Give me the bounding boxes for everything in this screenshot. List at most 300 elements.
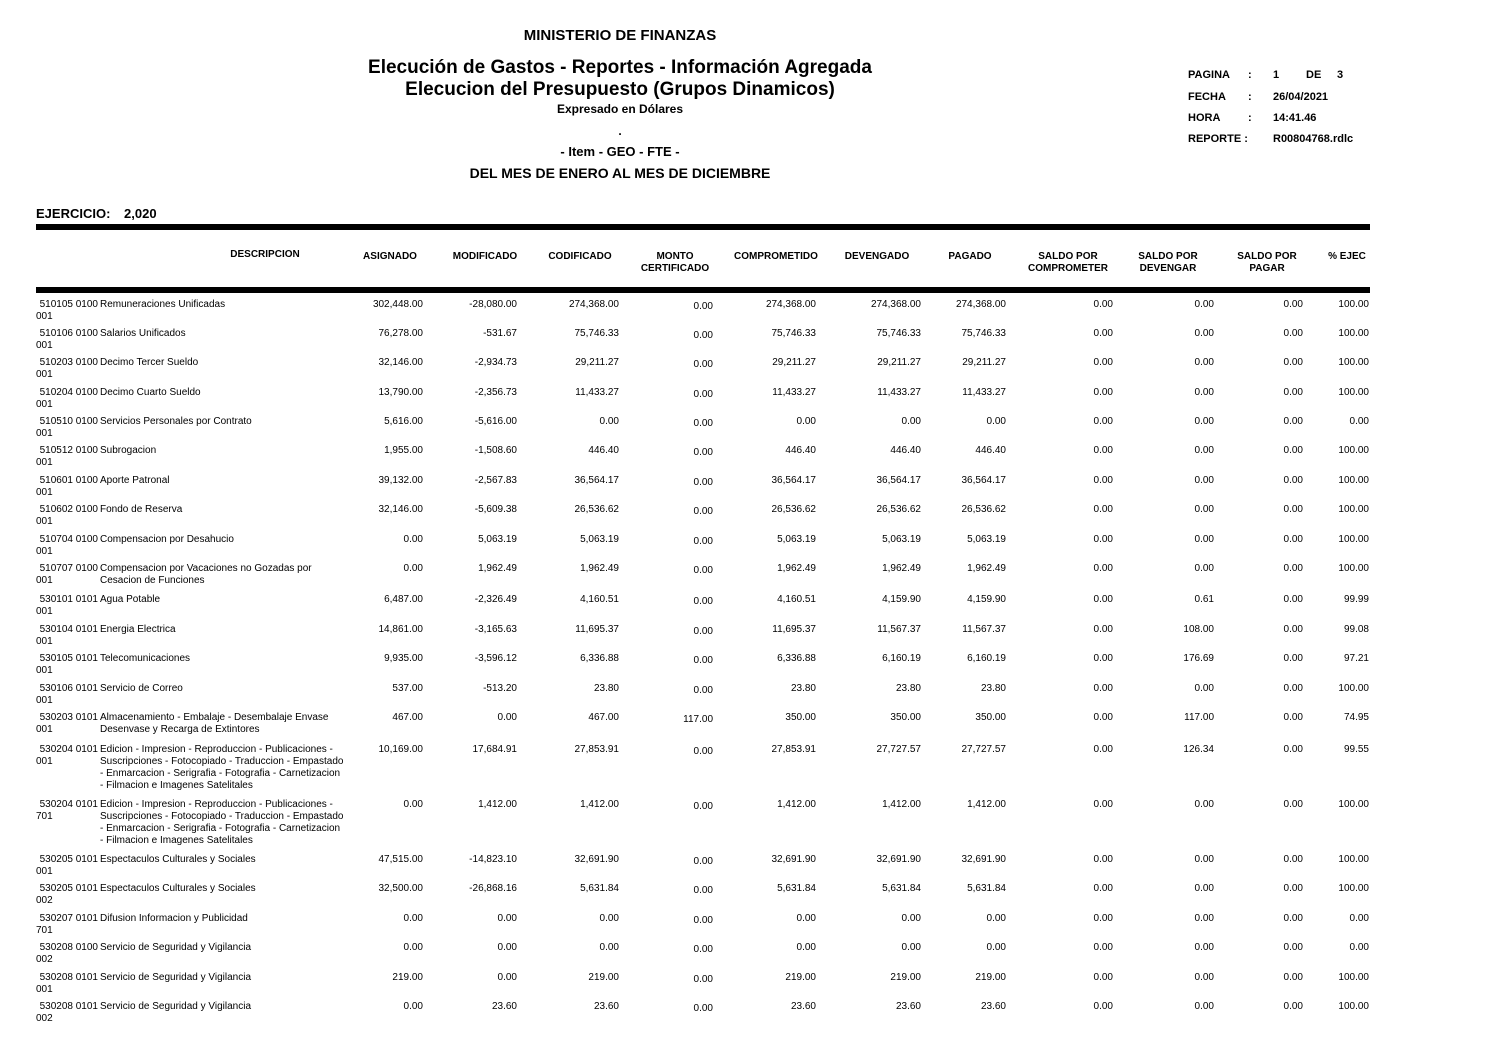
cell-comprometido: 4,160.51 <box>777 594 816 605</box>
cell-codificado: 446.40 <box>588 445 619 456</box>
item-description: Servicio de Seguridad y Vigilancia <box>100 942 252 953</box>
cell-comprometido: 1,412.00 <box>777 799 816 810</box>
cell-pagado: 27,727.57 <box>961 744 1006 755</box>
colon: : <box>1248 69 1252 81</box>
cell-pct-ejec: 100.00 <box>1338 328 1369 339</box>
cell-devengado: 5,063.19 <box>882 534 921 545</box>
cell-monto-certificado: 0.00 <box>693 447 713 458</box>
cell-modificado: -2,356.73 <box>474 387 517 398</box>
item-code <box>36 445 98 469</box>
cell-pagado: 219.00 <box>975 972 1006 983</box>
col-descripcion: DESCRIPCION <box>230 249 300 260</box>
cell-asignado: 39,132.00 <box>378 475 423 486</box>
cell-pct-ejec: 100.00 <box>1338 854 1369 865</box>
cell-codificado: 23.60 <box>593 1001 619 1012</box>
cell-saldo-devengar: 126.34 <box>1183 744 1214 755</box>
item-code <box>36 594 98 618</box>
cell-devengado: 4,159.90 <box>882 594 921 605</box>
geo-code: 001 <box>36 487 53 498</box>
cell-comprometido: 29,211.27 <box>772 357 816 368</box>
geo-code: 001 <box>36 340 53 351</box>
col-monto-certificado: MONTO CERTIFICADO <box>640 251 710 274</box>
header-rule <box>36 224 1370 230</box>
cell-pct-ejec: 100.00 <box>1338 534 1369 545</box>
cell-devengado: 75,746.33 <box>876 328 921 339</box>
cell-saldo-pagar: 0.00 <box>1283 504 1303 515</box>
cell-devengado: 27,727.57 <box>876 744 921 755</box>
item-code <box>36 972 98 996</box>
cell-comprometido: 6,336.88 <box>777 653 816 664</box>
cell-saldo-devengar: 108.00 <box>1183 624 1214 635</box>
cell-pct-ejec: 74.95 <box>1343 712 1369 723</box>
cell-monto-certificado: 0.00 <box>693 885 713 896</box>
geo-code: 001 <box>36 636 53 647</box>
cell-asignado: 76,278.00 <box>378 328 423 339</box>
cell-pagado: 36,564.17 <box>961 475 1006 486</box>
geo-code: 701 <box>36 925 53 936</box>
cell-devengado: 219.00 <box>890 972 921 983</box>
item-code-value: 510204 0100 <box>39 387 98 398</box>
item-description: Espectaculos Culturales y Sociales <box>100 883 256 894</box>
item-code <box>36 299 98 323</box>
cell-saldo-pagar: 0.00 <box>1283 594 1303 605</box>
grouping-label: - Item - GEO - FTE - <box>560 144 680 159</box>
item-code <box>36 942 98 966</box>
item-description: Agua Potable <box>100 594 161 605</box>
geo-code: 002 <box>36 954 53 965</box>
cell-asignado: 10,169.00 <box>378 744 423 755</box>
cell-saldo-comprometer: 0.00 <box>1093 683 1113 694</box>
cell-codificado: 11,433.27 <box>575 387 619 398</box>
cell-modificado: 17,684.91 <box>472 744 517 755</box>
cell-saldo-comprometer: 0.00 <box>1093 1001 1113 1012</box>
geo-code: 001 <box>36 756 53 767</box>
cell-devengado: 26,536.62 <box>876 504 921 515</box>
cell-pct-ejec: 99.99 <box>1343 594 1369 605</box>
colon: : <box>1248 91 1252 103</box>
item-code <box>36 1001 98 1025</box>
geo-code: 001 <box>36 546 53 557</box>
item-code-value: 510707 0100 <box>39 563 98 574</box>
cell-saldo-devengar: 117.00 <box>1184 712 1214 723</box>
cell-saldo-pagar: 0.00 <box>1283 624 1303 635</box>
cell-codificado: 5,631.84 <box>580 883 619 894</box>
cell-saldo-pagar: 0.00 <box>1283 854 1303 865</box>
cell-saldo-pagar: 0.00 <box>1283 942 1303 953</box>
cell-asignado: 9,935.00 <box>384 653 423 664</box>
item-code-value: 530205 0101 <box>39 854 98 865</box>
cell-saldo-pagar: 0.00 <box>1283 563 1303 574</box>
cell-saldo-devengar: 0.00 <box>1194 299 1214 310</box>
cell-devengado: 0.00 <box>901 416 921 427</box>
cell-monto-certificado: 0.00 <box>693 418 713 429</box>
cell-saldo-devengar: 0.00 <box>1194 387 1214 398</box>
cell-saldo-pagar: 0.00 <box>1283 328 1303 339</box>
cell-pct-ejec: 0.00 <box>1349 416 1369 427</box>
geo-code: 001 <box>36 516 53 527</box>
cell-saldo-devengar: 0.00 <box>1194 683 1214 694</box>
cell-saldo-comprometer: 0.00 <box>1093 913 1113 924</box>
cell-modificado: -2,934.73 <box>474 357 517 368</box>
cell-codificado: 5,063.19 <box>580 534 619 545</box>
cell-pagado: 1,412.00 <box>967 799 1006 810</box>
cell-pagado: 6,160.19 <box>967 653 1006 664</box>
cell-comprometido: 274,368.00 <box>765 299 816 310</box>
cell-comprometido: 5,631.84 <box>777 883 816 894</box>
reporte-value: R00804768.rdlc <box>1273 133 1354 145</box>
ejercicio-label: EJERCICIO: <box>36 206 111 221</box>
item-code-value: 510704 0100 <box>39 534 98 545</box>
ejercicio <box>36 206 157 221</box>
cell-saldo-pagar: 0.00 <box>1283 445 1303 456</box>
cell-saldo-devengar: 0.00 <box>1194 942 1214 953</box>
item-code <box>36 712 98 736</box>
cell-saldo-devengar: 0.00 <box>1194 445 1214 456</box>
cell-saldo-pagar: 0.00 <box>1283 883 1303 894</box>
cell-saldo-devengar: 0.00 <box>1194 1001 1214 1012</box>
cell-modificado: 1,412.00 <box>478 799 517 810</box>
geo-code: 701 <box>36 811 53 822</box>
item-code <box>36 799 98 823</box>
cell-saldo-comprometer: 0.00 <box>1093 475 1113 486</box>
item-code <box>36 328 98 352</box>
cell-modificado: -28,080.00 <box>469 299 517 310</box>
geo-code: 001 <box>36 984 53 995</box>
item-description: Almacenamiento - Embalaje - Desembalaje Envase Desenvase y Recarga de Extintores <box>100 712 329 735</box>
cell-modificado: -3,165.63 <box>474 624 517 635</box>
cell-monto-certificado: 0.00 <box>693 565 713 576</box>
cell-monto-certificado: 0.00 <box>693 359 713 370</box>
item-description: Remuneraciones Unificadas <box>100 299 226 310</box>
cell-codificado: 0.00 <box>599 913 619 924</box>
item-code <box>36 624 98 648</box>
cell-comprometido: 27,853.91 <box>771 744 816 755</box>
item-description: Difusion Informacion y Publicidad <box>100 913 248 924</box>
cell-pagado: 75,746.33 <box>961 328 1006 339</box>
cell-modificado: -513.20 <box>483 683 517 694</box>
cell-asignado: 5,616.00 <box>384 416 423 427</box>
cell-modificado: -2,326.49 <box>474 594 517 605</box>
item-description: Energia Electrica <box>100 624 176 635</box>
cell-comprometido: 32,691.90 <box>771 854 816 865</box>
item-code-value: 530208 0101 <box>39 1001 98 1012</box>
cell-pct-ejec: 99.55 <box>1343 744 1369 755</box>
item-code <box>36 416 98 440</box>
cell-monto-certificado: 0.00 <box>693 626 713 637</box>
cell-devengado: 36,564.17 <box>876 475 921 486</box>
item-description: Servicio de Correo <box>100 683 183 694</box>
cell-saldo-comprometer: 0.00 <box>1093 328 1113 339</box>
cell-saldo-pagar: 0.00 <box>1283 683 1303 694</box>
geo-code: 001 <box>36 665 53 676</box>
cell-asignado: 302,448.00 <box>372 299 423 310</box>
cell-modificado: -1,508.60 <box>474 445 517 456</box>
cell-pct-ejec: 100.00 <box>1338 387 1369 398</box>
cell-pct-ejec: 100.00 <box>1338 357 1369 368</box>
cell-monto-certificado: 0.00 <box>693 801 713 812</box>
geo-code: 001 <box>36 369 53 380</box>
cell-saldo-comprometer: 0.00 <box>1093 563 1113 574</box>
cell-devengado: 32,691.90 <box>876 854 921 865</box>
cell-pct-ejec: 100.00 <box>1338 475 1369 486</box>
cell-codificado: 75,746.33 <box>574 328 619 339</box>
item-code-value: 530204 0101 <box>39 744 98 755</box>
cell-pct-ejec: 100.00 <box>1338 445 1369 456</box>
item-code <box>36 387 98 411</box>
item-code-value: 530204 0101 <box>39 799 98 810</box>
cell-comprometido: 219.00 <box>785 972 816 983</box>
cell-comprometido: 11,695.37 <box>772 624 816 635</box>
item-code <box>36 504 98 528</box>
cell-asignado: 0.00 <box>403 799 423 810</box>
cell-saldo-pagar: 0.00 <box>1283 712 1303 723</box>
cell-pagado: 350.00 <box>975 712 1006 723</box>
item-code-value: 510510 0100 <box>39 416 98 427</box>
col-pagado: PAGADO <box>948 251 992 262</box>
cell-codificado: 36,564.17 <box>574 475 619 486</box>
geo-code: 001 <box>36 428 53 439</box>
cell-monto-certificado: 0.00 <box>693 330 713 341</box>
cell-asignado: 0.00 <box>403 534 423 545</box>
cell-comprometido: 36,564.17 <box>771 475 816 486</box>
item-code-value: 510601 0100 <box>39 475 98 486</box>
item-description: Aporte Patronal <box>100 475 170 486</box>
item-description: Edicion - Impresion - Reproduccion - Publicaciones - Suscripciones - Fotocopiado - Traduccion - Empastado - Enmarcacion - Serigrafia - Fotografia - Carnetizacion - Filmacion e Imagenes Satelitales <box>100 744 344 791</box>
cell-pct-ejec: 0.00 <box>1349 942 1369 953</box>
item-code-value: 530105 0101 <box>39 653 98 664</box>
col-devengado: DEVENGADO <box>844 251 910 262</box>
cell-pct-ejec: 100.00 <box>1338 1001 1369 1012</box>
cell-devengado: 446.40 <box>890 445 921 456</box>
item-description: Compensacion por Vacaciones no Gozadas por Cesacion de Funciones <box>100 563 312 586</box>
cell-modificado: 1,962.49 <box>478 563 517 574</box>
cell-comprometido: 11,433.27 <box>772 387 816 398</box>
cell-monto-certificado: 0.00 <box>693 389 713 400</box>
item-code-value: 530205 0101 <box>39 883 98 894</box>
item-description: Decimo Cuarto Sueldo <box>100 387 201 398</box>
cell-asignado: 0.00 <box>403 563 423 574</box>
cell-pagado: 11,433.27 <box>962 387 1006 398</box>
cell-saldo-pagar: 0.00 <box>1283 972 1303 983</box>
cell-pagado: 23.80 <box>980 683 1006 694</box>
col-asignado: ASIGNADO <box>363 251 417 262</box>
cell-comprometido: 446.40 <box>785 445 816 456</box>
geo-code: 001 <box>36 457 53 468</box>
cell-pct-ejec: 100.00 <box>1338 683 1369 694</box>
ejercicio-value: 2,020 <box>124 206 157 221</box>
item-description: Fondo de Reserva <box>100 504 183 515</box>
cell-saldo-devengar: 0.00 <box>1194 799 1214 810</box>
cell-pagado: 26,536.62 <box>961 504 1006 515</box>
col-saldo-devengar: SALDO POR DEVENGAR <box>1138 251 1198 274</box>
cell-saldo-devengar: 0.00 <box>1194 475 1214 486</box>
cell-modificado: 0.00 <box>497 942 517 953</box>
item-code-value: 530207 0101 <box>39 913 98 924</box>
cell-codificado: 0.00 <box>599 416 619 427</box>
fecha-label: FECHA <box>1188 91 1226 103</box>
cell-modificado: -3,596.12 <box>474 653 517 664</box>
item-code-value: 530101 0101 <box>39 594 98 605</box>
cell-pagado: 1,962.49 <box>967 563 1006 574</box>
cell-pagado: 11,567.37 <box>962 624 1006 635</box>
geo-code: 002 <box>36 895 53 906</box>
cell-pct-ejec: 100.00 <box>1338 299 1369 310</box>
cell-asignado: 1,955.00 <box>384 445 423 456</box>
pagina-value: 1 <box>1273 69 1280 81</box>
cell-monto-certificado: 0.00 <box>693 536 713 547</box>
cell-codificado: 1,962.49 <box>580 563 619 574</box>
cell-saldo-comprometer: 0.00 <box>1093 883 1113 894</box>
cell-codificado: 11,695.37 <box>575 624 619 635</box>
item-code <box>36 883 98 907</box>
colon: : <box>1248 112 1252 124</box>
item-description: Compensacion por Desahucio <box>100 534 234 545</box>
cell-pagado: 23.60 <box>980 1001 1006 1012</box>
cell-codificado: 274,368.00 <box>568 299 619 310</box>
col-saldo-comprometer: SALDO POR COMPROMETER <box>1028 251 1108 274</box>
item-code-value: 510203 0100 <box>39 357 98 368</box>
cell-saldo-devengar: 0.00 <box>1194 357 1214 368</box>
cell-pagado: 446.40 <box>975 445 1006 456</box>
cell-comprometido: 350.00 <box>785 712 816 723</box>
cell-pagado: 32,691.90 <box>961 854 1006 865</box>
cell-pct-ejec: 97.21 <box>1343 653 1369 664</box>
de-label: DE <box>1306 69 1322 81</box>
item-description: Servicio de Seguridad y Vigilancia <box>100 972 252 983</box>
cell-modificado: 0.00 <box>497 913 517 924</box>
cell-devengado: 1,412.00 <box>882 799 921 810</box>
cell-monto-certificado: 0.00 <box>693 1003 713 1014</box>
cell-codificado: 6,336.88 <box>580 653 619 664</box>
item-description: Espectaculos Culturales y Sociales <box>100 854 256 865</box>
item-code-value: 530104 0101 <box>39 624 98 635</box>
cell-saldo-devengar: 0.00 <box>1194 328 1214 339</box>
cell-devengado: 350.00 <box>890 712 921 723</box>
hora-label: HORA <box>1188 112 1221 124</box>
cell-saldo-comprometer: 0.00 <box>1093 534 1113 545</box>
cell-saldo-devengar: 0.00 <box>1194 883 1214 894</box>
cell-comprometido: 26,536.62 <box>771 504 816 515</box>
cell-pct-ejec: 0.00 <box>1349 913 1369 924</box>
cell-codificado: 1,412.00 <box>580 799 619 810</box>
cell-monto-certificado: 0.00 <box>693 746 713 757</box>
cell-saldo-pagar: 0.00 <box>1283 387 1303 398</box>
cell-modificado: -14,823.10 <box>469 854 517 865</box>
item-code-value: 530208 0101 <box>39 972 98 983</box>
cell-codificado: 32,691.90 <box>574 854 619 865</box>
cell-saldo-pagar: 0.00 <box>1283 913 1303 924</box>
item-description: Decimo Tercer Sueldo <box>100 357 199 368</box>
cell-devengado: 1,962.49 <box>882 563 921 574</box>
cell-saldo-devengar: 0.00 <box>1194 854 1214 865</box>
cell-pagado: 5,063.19 <box>967 534 1006 545</box>
cell-saldo-pagar: 0.00 <box>1283 534 1303 545</box>
geo-code: 001 <box>36 724 53 735</box>
cell-comprometido: 5,063.19 <box>777 534 816 545</box>
cell-pagado: 29,211.27 <box>962 357 1006 368</box>
cell-pct-ejec: 100.00 <box>1338 799 1369 810</box>
cell-codificado: 23.80 <box>593 683 619 694</box>
col-modificado: MODIFICADO <box>452 251 518 262</box>
item-code-value: 530106 0101 <box>39 683 98 694</box>
report-title: Elecución de Gastos - Reportes - Información Agregada <box>368 57 872 78</box>
cell-asignado: 219.00 <box>392 972 423 983</box>
cell-saldo-pagar: 0.00 <box>1283 357 1303 368</box>
pagina-label: PAGINA <box>1188 69 1230 81</box>
cell-comprometido: 0.00 <box>796 913 816 924</box>
cell-pct-ejec: 100.00 <box>1338 563 1369 574</box>
cell-devengado: 23.60 <box>895 1001 921 1012</box>
item-code <box>36 534 98 558</box>
cell-pagado: 4,159.90 <box>967 594 1006 605</box>
cell-modificado: 5,063.19 <box>478 534 517 545</box>
geo-code: 001 <box>36 311 53 322</box>
cell-asignado: 32,146.00 <box>378 504 423 515</box>
cell-pct-ejec: 99.08 <box>1343 624 1369 635</box>
col-saldo-pagar: SALDO POR PAGAR <box>1237 251 1297 274</box>
cell-codificado: 219.00 <box>588 972 619 983</box>
cell-saldo-comprometer: 0.00 <box>1093 624 1113 635</box>
cell-devengado: 6,160.19 <box>882 653 921 664</box>
cell-monto-certificado: 0.00 <box>693 685 713 696</box>
geo-code: 001 <box>36 399 53 410</box>
cell-codificado: 27,853.91 <box>574 744 619 755</box>
cell-monto-certificado: 0.00 <box>693 301 713 312</box>
ministry-name: MINISTERIO DE FINANZAS <box>523 27 717 44</box>
geo-code: 001 <box>36 606 53 617</box>
cell-devengado: 29,211.27 <box>877 357 921 368</box>
item-description: Servicio de Seguridad y Vigilancia <box>100 1001 252 1012</box>
cell-monto-certificado: 0.00 <box>693 915 713 926</box>
cell-codificado: 29,211.27 <box>575 357 619 368</box>
cell-monto-certificado: 0.00 <box>693 944 713 955</box>
cell-devengado: 0.00 <box>901 942 921 953</box>
item-description: Edicion - Impresion - Reproduccion - Publicaciones - Suscripciones - Fotocopiado - Traduccion - Empastado - Enmarcacion - Serigrafia - Fotografia - Carnetizacion - Filmacion e Imagenes Satelitales <box>100 799 344 846</box>
cell-asignado: 32,500.00 <box>378 883 423 894</box>
currency-note: Expresado en Dólares <box>556 102 684 116</box>
item-code <box>36 475 98 499</box>
cell-asignado: 6,487.00 <box>384 594 423 605</box>
item-code-value: 510106 0100 <box>39 328 98 339</box>
cell-saldo-devengar: 176.69 <box>1183 653 1214 664</box>
cell-saldo-pagar: 0.00 <box>1283 475 1303 486</box>
cell-codificado: 4,160.51 <box>580 594 619 605</box>
cell-saldo-comprometer: 0.00 <box>1093 357 1113 368</box>
cell-comprometido: 23.60 <box>790 1001 816 1012</box>
item-code-value: 530208 0100 <box>39 942 98 953</box>
cell-asignado: 537.00 <box>392 683 423 694</box>
cell-pct-ejec: 100.00 <box>1338 972 1369 983</box>
item-code <box>36 563 98 587</box>
cell-saldo-pagar: 0.00 <box>1283 653 1303 664</box>
body-rule <box>36 287 1370 293</box>
cell-pct-ejec: 100.00 <box>1338 883 1369 894</box>
cell-asignado: 467.00 <box>392 712 423 723</box>
cell-devengado: 23.80 <box>895 683 921 694</box>
col-codificado: CODIFICADO <box>548 251 612 262</box>
cell-asignado: 47,515.00 <box>378 854 423 865</box>
cell-asignado: 0.00 <box>403 913 423 924</box>
cell-comprometido: 1,962.49 <box>777 563 816 574</box>
cell-monto-certificado: 117.00 <box>683 714 713 725</box>
cell-monto-certificado: 0.00 <box>693 596 713 607</box>
cell-asignado: 14,861.00 <box>378 624 423 635</box>
period-label: DEL MES DE ENERO AL MES DE DICIEMBRE <box>469 165 771 181</box>
cell-modificado: -5,616.00 <box>474 416 517 427</box>
cell-saldo-comprometer: 0.00 <box>1093 594 1113 605</box>
cell-asignado: 0.00 <box>403 1001 423 1012</box>
cell-saldo-comprometer: 0.00 <box>1093 799 1113 810</box>
